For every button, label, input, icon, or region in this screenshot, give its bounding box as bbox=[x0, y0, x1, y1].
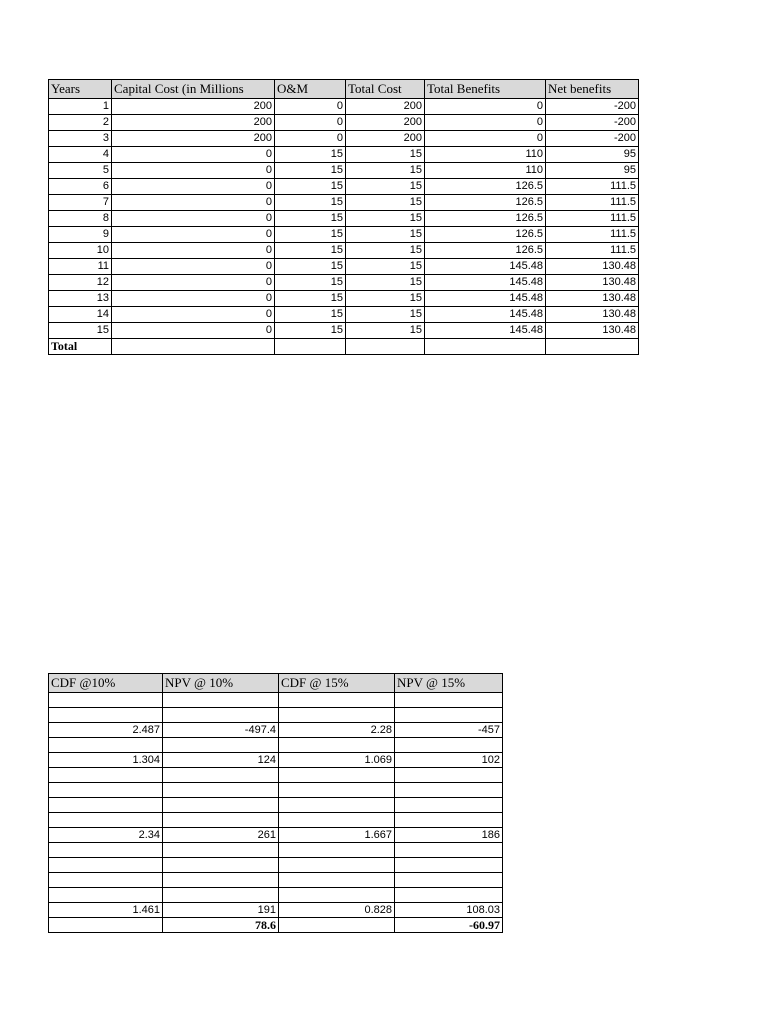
npv-row bbox=[49, 723, 503, 738]
costs-row bbox=[49, 147, 639, 163]
table-cell: 130.48 bbox=[546, 307, 639, 323]
table-cell: 0 bbox=[275, 131, 346, 147]
table-cell: 15 bbox=[346, 291, 425, 307]
npv-row bbox=[49, 738, 503, 753]
table-cell: 0 bbox=[275, 99, 346, 115]
npv-row bbox=[49, 843, 503, 858]
table-cell: 95 bbox=[546, 147, 639, 163]
table-cell bbox=[279, 888, 395, 903]
table-cell: 0 bbox=[112, 211, 275, 227]
table-cell: 191 bbox=[163, 903, 279, 918]
table-cell bbox=[163, 693, 279, 708]
table-cell: 15 bbox=[275, 179, 346, 195]
table-cell: 0 bbox=[112, 323, 275, 339]
table-cell bbox=[279, 798, 395, 813]
table-cell bbox=[395, 798, 503, 813]
table-cell: 0 bbox=[112, 147, 275, 163]
table-cell: 0 bbox=[112, 259, 275, 275]
costs-header-row bbox=[49, 80, 639, 99]
table-cell: -200 bbox=[546, 115, 639, 131]
npv-row bbox=[49, 888, 503, 903]
table-cell bbox=[49, 783, 163, 798]
table-cell bbox=[546, 339, 639, 355]
table-cell: 14 bbox=[49, 307, 112, 323]
table-cell: 186 bbox=[395, 828, 503, 843]
table-cell bbox=[49, 813, 163, 828]
table-cell: 1.461 bbox=[49, 903, 163, 918]
table-cell bbox=[279, 873, 395, 888]
table-cell bbox=[163, 888, 279, 903]
table-cell: 2.28 bbox=[279, 723, 395, 738]
costs-row bbox=[49, 275, 639, 291]
npv-table bbox=[48, 673, 503, 933]
table-cell: 15 bbox=[346, 323, 425, 339]
header-total-benefits: Total Benefits bbox=[425, 80, 546, 99]
table-cell: 4 bbox=[49, 147, 112, 163]
table-cell: 15 bbox=[275, 291, 346, 307]
table-cell: 145.48 bbox=[425, 323, 546, 339]
table-cell bbox=[163, 738, 279, 753]
table-cell: 2.34 bbox=[49, 828, 163, 843]
table-cell: 126.5 bbox=[425, 227, 546, 243]
table-cell: 0 bbox=[112, 307, 275, 323]
table-cell bbox=[395, 768, 503, 783]
table-cell: 0 bbox=[275, 115, 346, 131]
table-cell: 15 bbox=[275, 147, 346, 163]
total-label: Total bbox=[49, 339, 112, 355]
table-cell: 200 bbox=[112, 115, 275, 131]
table-cell: 126.5 bbox=[425, 195, 546, 211]
table-cell bbox=[279, 738, 395, 753]
table-cell bbox=[279, 768, 395, 783]
table-cell: 15 bbox=[346, 195, 425, 211]
table-cell: 15 bbox=[346, 211, 425, 227]
table-cell bbox=[49, 858, 163, 873]
table-cell bbox=[49, 888, 163, 903]
table-cell bbox=[395, 738, 503, 753]
table-cell bbox=[163, 798, 279, 813]
table-cell: 126.5 bbox=[425, 243, 546, 259]
table-cell: 110 bbox=[425, 163, 546, 179]
table-cell: 130.48 bbox=[546, 291, 639, 307]
table-cell bbox=[49, 708, 163, 723]
costs-row bbox=[49, 115, 639, 131]
table-cell: 95 bbox=[546, 163, 639, 179]
npv-row bbox=[49, 753, 503, 768]
table-cell: 15 bbox=[346, 243, 425, 259]
npv-row bbox=[49, 798, 503, 813]
table-cell: 10 bbox=[49, 243, 112, 259]
table-cell bbox=[112, 339, 275, 355]
table-cell: 126.5 bbox=[425, 179, 546, 195]
table-cell: 111.5 bbox=[546, 195, 639, 211]
table-cell: 200 bbox=[112, 99, 275, 115]
costs-row bbox=[49, 195, 639, 211]
table-cell: 0 bbox=[425, 99, 546, 115]
table-cell: 200 bbox=[346, 115, 425, 131]
table-cell: 110 bbox=[425, 147, 546, 163]
table-cell: 200 bbox=[346, 131, 425, 147]
table-cell: 15 bbox=[275, 195, 346, 211]
table-cell: -497.4 bbox=[163, 723, 279, 738]
table-cell: 6 bbox=[49, 179, 112, 195]
table-cell: 145.48 bbox=[425, 307, 546, 323]
table-cell bbox=[279, 813, 395, 828]
costs-row bbox=[49, 259, 639, 275]
npv-row bbox=[49, 708, 503, 723]
table-cell: 111.5 bbox=[546, 227, 639, 243]
table-cell: 15 bbox=[275, 307, 346, 323]
table-cell: 145.48 bbox=[425, 291, 546, 307]
npv-row bbox=[49, 858, 503, 873]
table-cell: 15 bbox=[275, 323, 346, 339]
table-cell bbox=[163, 843, 279, 858]
costs-row bbox=[49, 99, 639, 115]
table-cell: 145.48 bbox=[425, 275, 546, 291]
header-cdf-15: CDF @ 15% bbox=[279, 674, 395, 693]
table-cell: 15 bbox=[275, 275, 346, 291]
table-cell bbox=[395, 888, 503, 903]
table-cell: 130.48 bbox=[546, 259, 639, 275]
table-cell: 11 bbox=[49, 259, 112, 275]
table-cell bbox=[395, 708, 503, 723]
table-cell: 1.304 bbox=[49, 753, 163, 768]
npv-row bbox=[49, 828, 503, 843]
table-cell: 1.069 bbox=[279, 753, 395, 768]
table-cell bbox=[395, 813, 503, 828]
table-cell: 15 bbox=[275, 211, 346, 227]
table-cell: 261 bbox=[163, 828, 279, 843]
table-cell bbox=[163, 873, 279, 888]
table-cell: 0 bbox=[112, 163, 275, 179]
table-cell: 0 bbox=[112, 275, 275, 291]
table-cell bbox=[163, 813, 279, 828]
npv-row bbox=[49, 813, 503, 828]
costs-row bbox=[49, 307, 639, 323]
npv-row bbox=[49, 693, 503, 708]
table-cell: 124 bbox=[163, 753, 279, 768]
table-cell bbox=[163, 783, 279, 798]
table-cell: 0 bbox=[112, 179, 275, 195]
header-capital-cost: Capital Cost (in Millions bbox=[112, 80, 275, 99]
costs-table bbox=[48, 79, 639, 355]
costs-row bbox=[49, 179, 639, 195]
header-cdf-10: CDF @10% bbox=[49, 674, 163, 693]
table-cell bbox=[395, 783, 503, 798]
table-cell bbox=[395, 693, 503, 708]
table-cell: 15 bbox=[275, 243, 346, 259]
table-cell: 145.48 bbox=[425, 259, 546, 275]
table-cell bbox=[49, 768, 163, 783]
table-cell: 200 bbox=[112, 131, 275, 147]
npv-header-row bbox=[49, 674, 503, 693]
table-cell: 108.03 bbox=[395, 903, 503, 918]
table-cell: 0 bbox=[425, 131, 546, 147]
costs-row bbox=[49, 163, 639, 179]
table-cell: 9 bbox=[49, 227, 112, 243]
npv-row bbox=[49, 873, 503, 888]
table-cell: 15 bbox=[275, 259, 346, 275]
table-cell: 130.48 bbox=[546, 323, 639, 339]
table-cell bbox=[279, 843, 395, 858]
table-cell: 111.5 bbox=[546, 243, 639, 259]
table-cell: 3 bbox=[49, 131, 112, 147]
table-cell bbox=[279, 783, 395, 798]
table-cell bbox=[163, 708, 279, 723]
npv-total-row bbox=[49, 918, 503, 933]
npv-total-cdf10 bbox=[49, 918, 163, 933]
table-cell: -200 bbox=[546, 131, 639, 147]
table-cell bbox=[163, 858, 279, 873]
npv-row bbox=[49, 783, 503, 798]
table-cell: -457 bbox=[395, 723, 503, 738]
header-years: Years bbox=[49, 80, 112, 99]
npv-row bbox=[49, 768, 503, 783]
table-cell: 15 bbox=[346, 163, 425, 179]
header-total-cost: Total Cost bbox=[346, 80, 425, 99]
header-npv-15: NPV @ 15% bbox=[395, 674, 503, 693]
table-cell: 8 bbox=[49, 211, 112, 227]
table-cell: 0 bbox=[112, 227, 275, 243]
table-cell: 15 bbox=[346, 147, 425, 163]
table-cell: 15 bbox=[275, 163, 346, 179]
table-cell: 15 bbox=[346, 259, 425, 275]
table-cell: 15 bbox=[346, 179, 425, 195]
table-cell bbox=[395, 873, 503, 888]
costs-row bbox=[49, 291, 639, 307]
table-cell bbox=[275, 339, 346, 355]
costs-row bbox=[49, 323, 639, 339]
table-cell: 2 bbox=[49, 115, 112, 131]
table-cell bbox=[395, 843, 503, 858]
table-cell bbox=[279, 708, 395, 723]
header-om: O&M bbox=[275, 80, 346, 99]
table-cell: 7 bbox=[49, 195, 112, 211]
table-cell bbox=[279, 693, 395, 708]
table-cell bbox=[395, 858, 503, 873]
table-cell: 15 bbox=[275, 227, 346, 243]
table-cell bbox=[49, 843, 163, 858]
table-cell: 0 bbox=[112, 243, 275, 259]
table-cell bbox=[49, 738, 163, 753]
table-cell: 0 bbox=[425, 115, 546, 131]
table-cell: 102 bbox=[395, 753, 503, 768]
table-cell: -200 bbox=[546, 99, 639, 115]
costs-row bbox=[49, 131, 639, 147]
npv-total-npv15: -60.97 bbox=[395, 918, 503, 933]
table-cell: 13 bbox=[49, 291, 112, 307]
costs-row bbox=[49, 211, 639, 227]
npv-total-cdf15 bbox=[279, 918, 395, 933]
table-cell: 130.48 bbox=[546, 275, 639, 291]
table-cell: 1.667 bbox=[279, 828, 395, 843]
table-cell bbox=[49, 798, 163, 813]
header-npv-10: NPV @ 10% bbox=[163, 674, 279, 693]
table-cell: 15 bbox=[49, 323, 112, 339]
table-cell: 5 bbox=[49, 163, 112, 179]
table-cell: 0 bbox=[112, 291, 275, 307]
costs-total-row bbox=[49, 339, 639, 355]
costs-row bbox=[49, 243, 639, 259]
table-cell: 111.5 bbox=[546, 179, 639, 195]
table-cell bbox=[346, 339, 425, 355]
table-cell: 0 bbox=[112, 195, 275, 211]
table-cell: 1 bbox=[49, 99, 112, 115]
header-net-benefits: Net benefits bbox=[546, 80, 639, 99]
table-cell: 0.828 bbox=[279, 903, 395, 918]
npv-row bbox=[49, 903, 503, 918]
table-cell bbox=[425, 339, 546, 355]
table-cell bbox=[49, 693, 163, 708]
table-cell: 200 bbox=[346, 99, 425, 115]
table-cell: 15 bbox=[346, 227, 425, 243]
table-cell: 12 bbox=[49, 275, 112, 291]
table-cell: 15 bbox=[346, 275, 425, 291]
table-cell: 126.5 bbox=[425, 211, 546, 227]
table-cell bbox=[279, 858, 395, 873]
table-cell: 15 bbox=[346, 307, 425, 323]
table-cell: 2.487 bbox=[49, 723, 163, 738]
table-cell: 111.5 bbox=[546, 211, 639, 227]
costs-row bbox=[49, 227, 639, 243]
table-cell bbox=[163, 768, 279, 783]
npv-total-npv10: 78.6 bbox=[163, 918, 279, 933]
table-cell bbox=[49, 873, 163, 888]
